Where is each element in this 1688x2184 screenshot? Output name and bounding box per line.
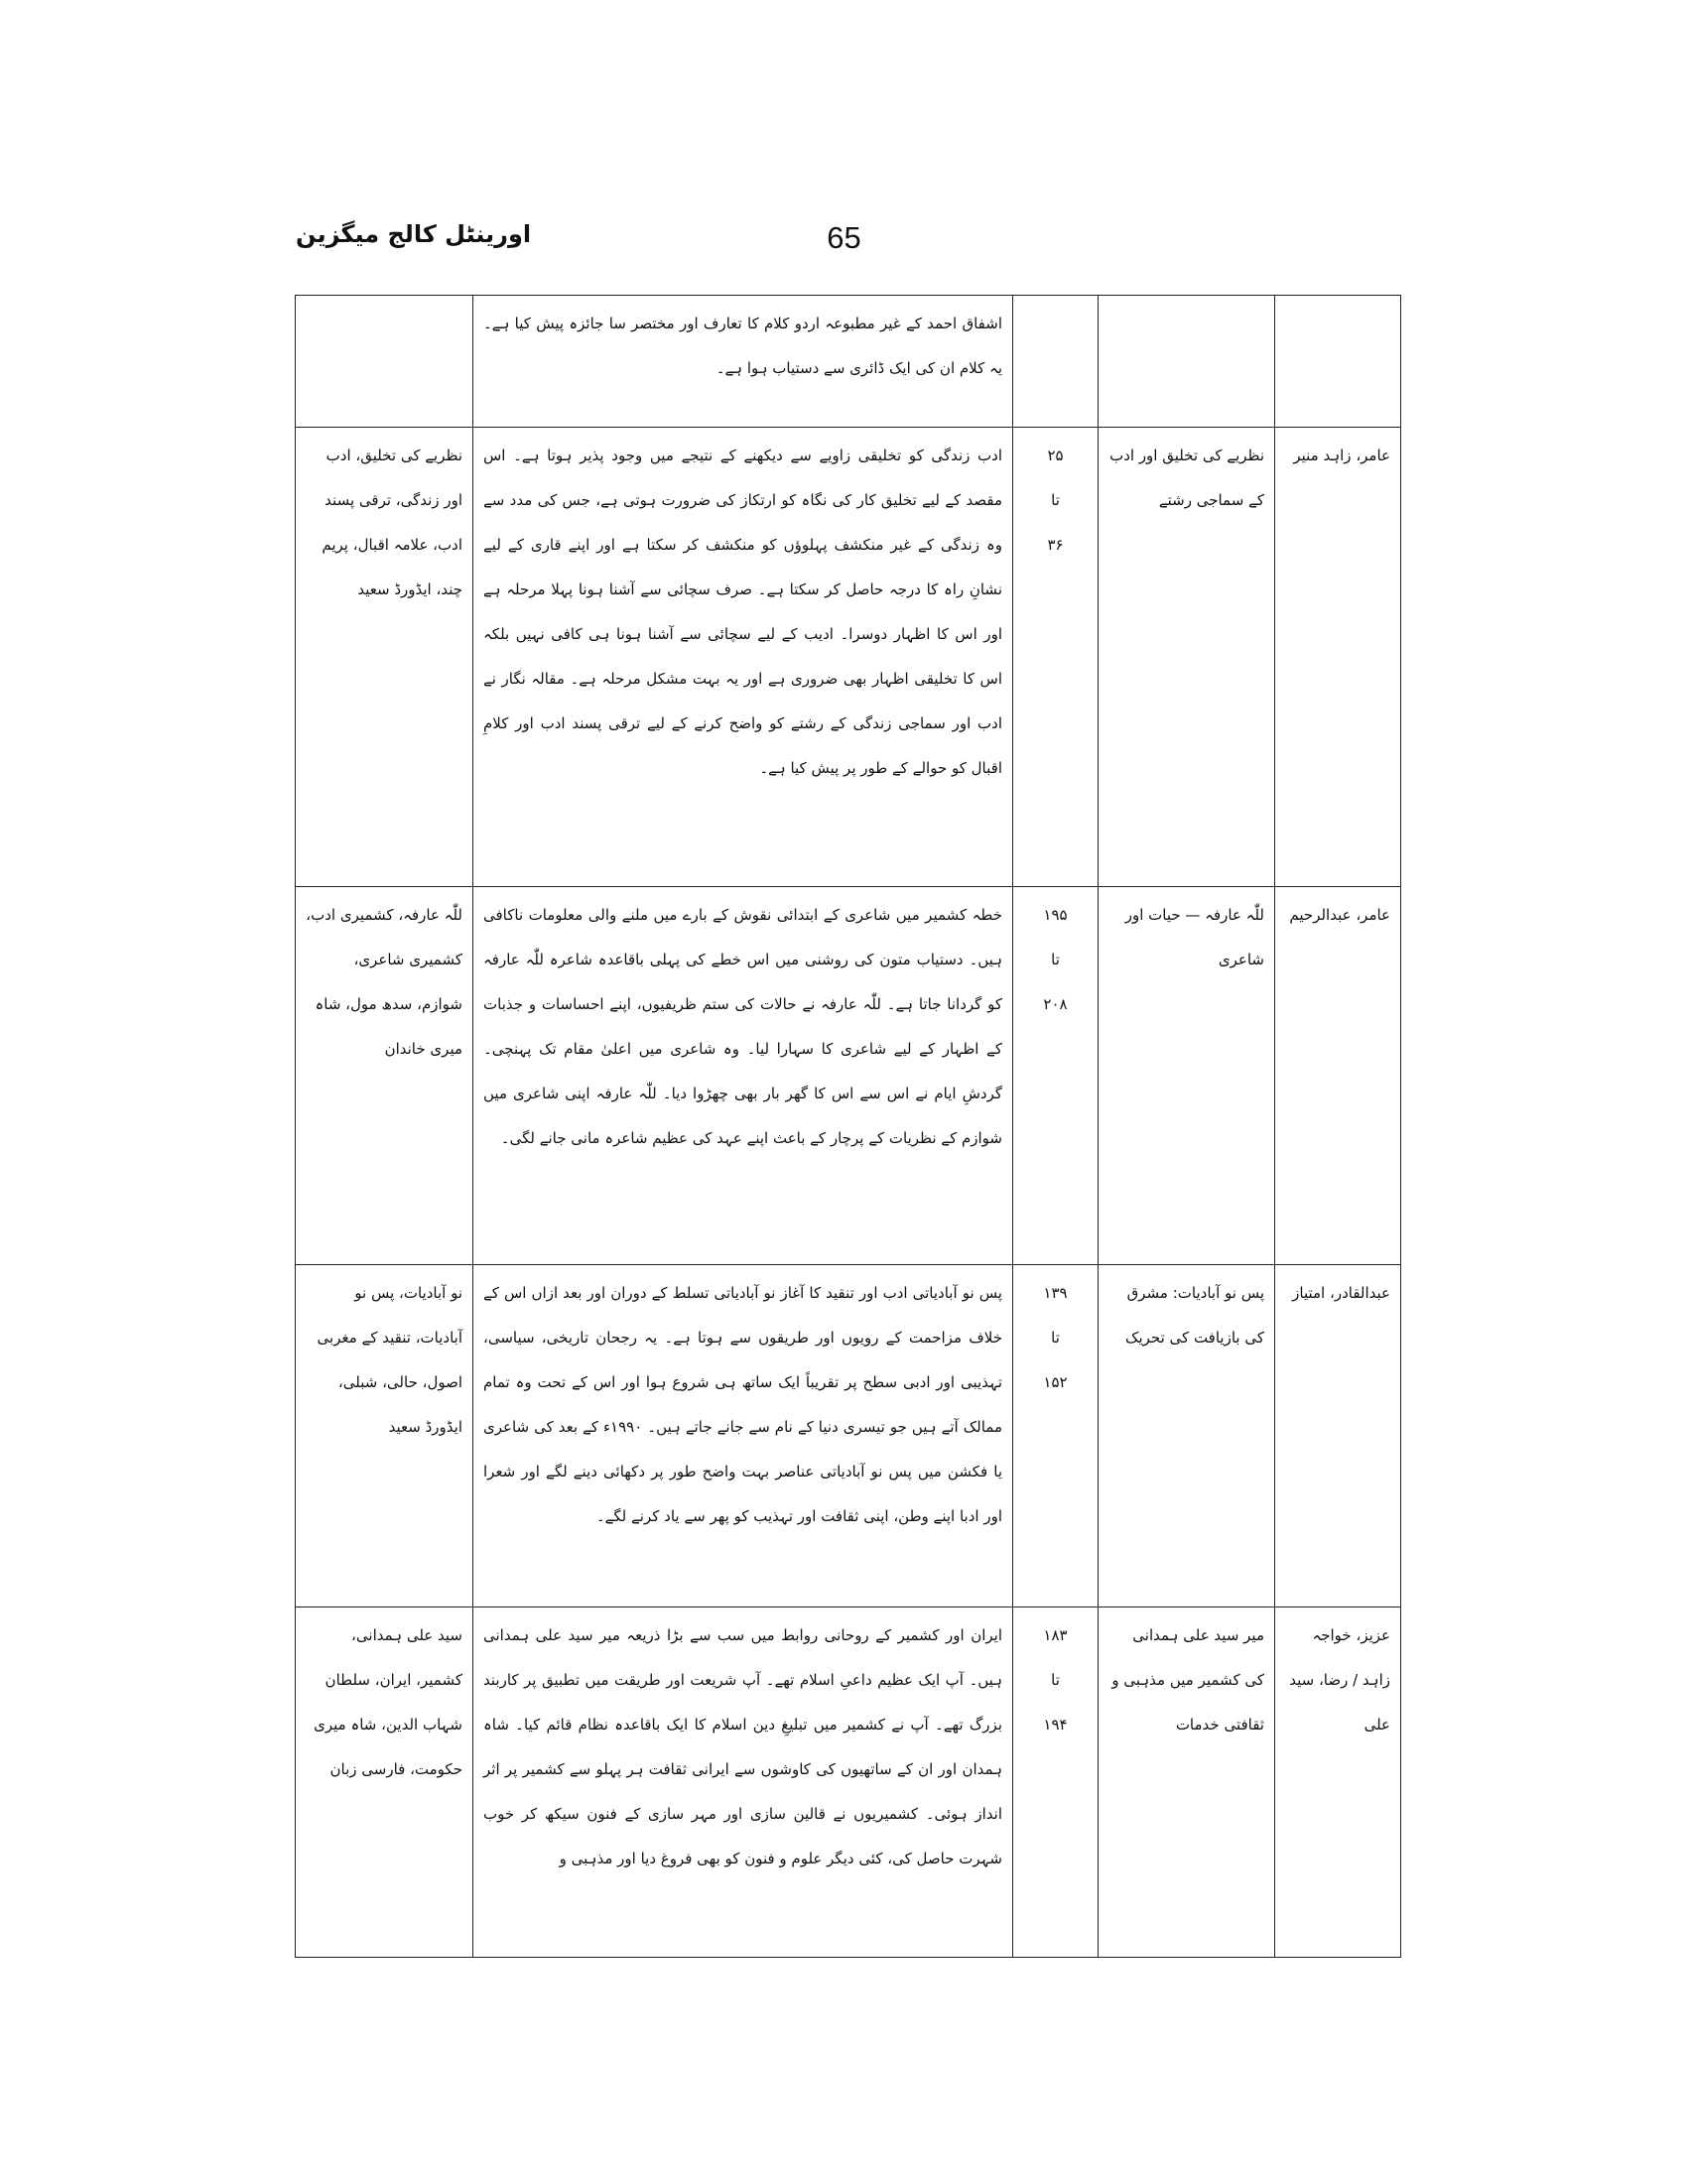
table-row — [296, 428, 1401, 887]
keywords-cell — [296, 296, 473, 428]
pages-cell — [1013, 428, 1099, 887]
page-range-part: ۳۶ — [1047, 536, 1064, 554]
pages-cell — [1013, 296, 1099, 428]
summary-cell: ایران اور کشمیر کے روحانی روابط میں سب سے بڑا ذریعہ میر سید علی ہمدانی ہیں۔ آپ ایک عظیم داعیِ اسلام تھے۔ آپ شریعت اور طریقت میں تطبیق پر کاربند بزرگ تھے۔ آپ نے کشمیر میں تبلیغِ دین اسلام کا ایک باقاعدہ نظام قائم کیا۔ شاہ ہمدان اور ان کے ساتھیوں کی کاوشوں سے ایرانی ثقافت ہر پہلو سے کشمیر پر اثر انداز ہوئی۔ کشمیریوں نے قالین سازی اور مہر سازی کے فنون سیکھ کر خوب شہرت حاصل کی، کئی دیگر علوم و فنون کو بھی فروغ دیا اور مذہبی و — [473, 1607, 1013, 1958]
page-range-part: ۱۸۳ — [1043, 1626, 1068, 1644]
keywords-cell: سید علی ہمدانی، کشمیر، ایران، سلطان شہاب الدین، شاہ میری حکومت، فارسی زبان — [296, 1607, 473, 1958]
title-cell — [1099, 296, 1275, 428]
title-cell: للّٰہ عارفہ — حیات اور شاعری — [1099, 887, 1275, 1265]
title-cell: میر سید علی ہمدانی کی کشمیر میں مذہبی و ثقافتی خدمات — [1099, 1607, 1275, 1958]
page-range-part: ۲۵ — [1047, 447, 1064, 464]
title-cell: نظریے کی تخلیق اور ادب کے سماجی رشتے — [1099, 428, 1275, 887]
page-range-part: ۱۹۴ — [1043, 1716, 1068, 1734]
page-range-part: ۱۳۹ — [1043, 1284, 1068, 1302]
author-cell: عامر، زاہد منیر — [1275, 428, 1401, 887]
author-cell: عامر، عبدالرحیم — [1275, 887, 1401, 1265]
running-head: اورینٹل کالج میگزین — [296, 220, 532, 248]
page-range-part: تا — [1051, 1671, 1060, 1689]
index-table — [295, 295, 1401, 1958]
author-cell: عزیز، خواجہ زاہد / رضا، سید علی — [1275, 1607, 1401, 1958]
table-row — [296, 1265, 1401, 1607]
author-cell — [1275, 296, 1401, 428]
page-range-part: ۲۰۸ — [1043, 995, 1068, 1013]
keywords-cell: نو آبادیات، پس نو آبادیات، تنقید کے مغربی اصول، حالی، شبلی، ایڈورڈ سعید — [296, 1265, 473, 1607]
page-number: 65 — [827, 220, 861, 255]
summary-cell: خطہ کشمیر میں شاعری کے ابتدائی نقوش کے بارے میں ملنے والی معلومات ناکافی ہیں۔ دستیاب متون کی روشنی میں اس خطے کی پہلی باقاعدہ شاعرہ للّٰہ عارفہ کو گردانا جاتا ہے۔ للّٰہ عارفہ نے حالات کی ستم ظریفیوں، اپنے احساسات و جذبات کے اظہار کے لیے شاعری کا سہارا لیا۔ وہ شاعری میں اعلیٰ مقام تک پہنچی۔ گردشِ ایام نے اس سے اس کا گھر بار بھی چھڑوا دیا۔ للّٰہ عارفہ اپنی شاعری میں شوازم کے نظریات کے پرچار کے باعث اپنے عہد کی عظیم شاعرہ مانی جانے لگی۔ — [473, 887, 1013, 1265]
table-row — [296, 1607, 1401, 1958]
keywords-cell: نظریے کی تخلیق، ادب اور زندگی، ترقی پسند ادب، علامہ اقبال، پریم چند، ایڈورڈ سعید — [296, 428, 473, 887]
page-range-part: تا — [1051, 491, 1060, 509]
table-body — [296, 296, 1401, 1958]
pages-cell — [1013, 887, 1099, 1265]
summary-cell: ادب زندگی کو تخلیقی زاویے سے دیکھنے کے نتیجے میں وجود پذیر ہوتا ہے۔ اس مقصد کے لیے تخلیق کار کی نگاہ کو ارتکاز کی ضرورت ہوتی ہے، جس کی مدد سے وہ زندگی کے غیر منکشف پہلوؤں کو منکشف کر سکتا ہے اور اپنے قاری کے لیے نشانِ راہ کا درجہ حاصل کر سکتا ہے۔ صرف سچائی سے آشنا ہونا پہلا مرحلہ ہے اور اس کا اظہار دوسرا۔ ادیب کے لیے سچائی سے آشنا ہونا ہی کافی نہیں بلکہ اس کا تخلیقی اظہار بھی ضروری ہے اور یہ بہت مشکل مرحلہ ہے۔ مقالہ نگار نے ادب اور سماجی زندگی کے رشتے کو واضح کرنے کے لیے ترقی پسند ادب اور کلامِ اقبال کو حوالے کے طور پر پیش کیا ہے۔ — [473, 428, 1013, 887]
page-range-part: ۱۵۲ — [1043, 1373, 1068, 1391]
summary-cell: پس نو آبادیاتی ادب اور تنقید کا آغاز نو آبادیاتی تسلط کے دوران اور بعد ازاں اس کے خلاف مزاحمت کے رویوں اور طریقوں سے ہوتا ہے۔ یہ رجحان تاریخی، سیاسی، تہذیبی اور ادبی سطح پر تقریباً ایک ساتھ ہی شروع ہوا اور اس کے تحت وہ تمام ممالک آتے ہیں جو تیسری دنیا کے نام سے جانے جاتے ہیں۔ ۱۹۹۰ء کے بعد کی شاعری یا فکشن میں پس نو آبادیاتی عناصر بہت واضح طور پر دکھائی دینے لگے اور شعرا اور ادبا اپنے وطن، اپنی ثقافت اور تہذیب کو پھر سے یاد کرنے لگے۔ — [473, 1265, 1013, 1607]
page-range-part: ۱۹۵ — [1043, 906, 1068, 924]
pages-cell — [1013, 1265, 1099, 1607]
keywords-cell: للّٰہ عارفہ، کشمیری ادب، کشمیری شاعری، شوازم، سدھ مول، شاہ میری خاندان — [296, 887, 473, 1265]
author-cell: عبدالقادر، امتیاز — [1275, 1265, 1401, 1607]
page-range-part: تا — [1051, 951, 1060, 968]
pages-cell — [1013, 1607, 1099, 1958]
summary-cell: اشفاق احمد کے غیر مطبوعہ اردو کلام کا تعارف اور مختصر سا جائزہ پیش کیا ہے۔ یہ کلام ان کی ایک ڈائری سے دستیاب ہوا ہے۔ — [473, 296, 1013, 428]
page-range-part: تا — [1051, 1329, 1060, 1347]
table-row — [296, 887, 1401, 1265]
title-cell: پس نو آبادیات: مشرق کی بازیافت کی تحریک — [1099, 1265, 1275, 1607]
table-row — [296, 296, 1401, 428]
